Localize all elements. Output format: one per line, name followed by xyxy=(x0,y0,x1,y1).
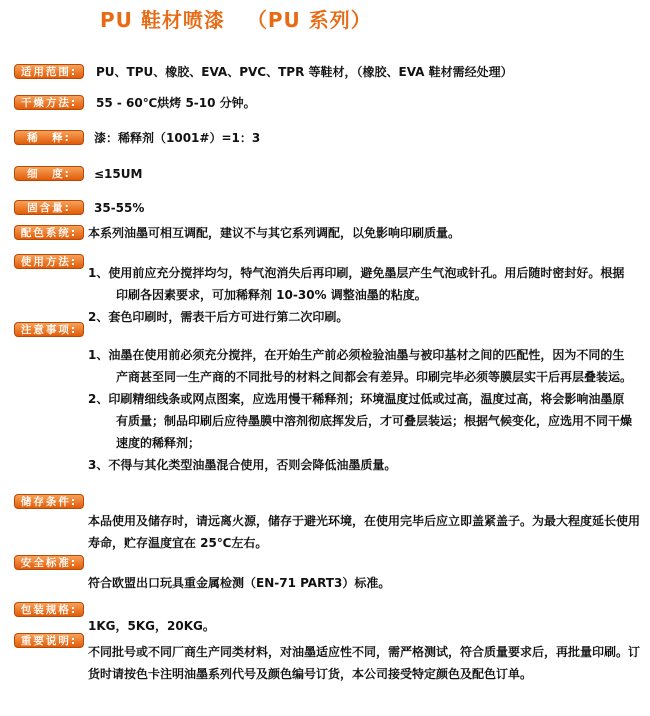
method-label: 使用方法: xyxy=(14,254,84,269)
drying-value: 55 - 60℃烘烤 5-10 分钟。 xyxy=(96,96,256,110)
safety-value: 符合欧盟出口玩具重金属检测（EN-71 PART3）标准。 xyxy=(88,576,391,590)
important-label: 重要说明: xyxy=(14,633,84,648)
storage-label: 储存条件: xyxy=(14,494,84,509)
notes-item: 2、印刷精细线条或网点图案，应选用慢干稀释剂；环境温度过低或过高，温度过高，将会影响油墨原有质量；制品印刷后应待墨膜中溶剂彻底挥发后，才可叠层装运；根据气候变化，应选用不同干燥速度的稀释剂； xyxy=(88,392,633,450)
fineness-label: 细 度: xyxy=(14,166,84,181)
title-suffix: （PU 系列） xyxy=(246,8,372,32)
method-item: 2、套色印刷时，需表干后方可进行第二次印刷。 xyxy=(88,310,349,324)
packaging-label: 包装规格: xyxy=(14,602,84,617)
storage-value: 本品使用及储存时，请远离火源，储存于避光环境，在使用完毕后应立即盖紧盖子。为最大程度延长使用寿命，贮存温度宜在 25℃左右。 xyxy=(88,514,641,550)
packaging-value: 1KG，5KG，20KG。 xyxy=(88,619,215,633)
notes-item: 1、油墨在使用前必须充分搅拌，在开始生产前必须检验油墨与被印基材之间的匹配性，因为不同的生产商甚至同一生产商的不同批号的材料之间都会有差异。印刷完毕必须等膜层实干后再层叠装运。 xyxy=(88,348,633,384)
solids-label: 固含量: xyxy=(14,200,84,215)
dilution-label: 稀 释: xyxy=(14,130,84,145)
page-title xyxy=(100,4,372,33)
dilution-value: 漆：稀释剂（1001#）=1：3 xyxy=(94,131,261,145)
mixing-value: 本系列油墨可相互调配，建议不与其它系列调配，以免影响印刷质量。 xyxy=(88,226,461,240)
usage-value: PU、TPU、橡胶、EVA、PVC、TPR 等鞋材，（橡胶、EVA 鞋材需经处理） xyxy=(96,65,513,79)
mixing-label: 配色系统: xyxy=(14,225,84,240)
drying-label: 干燥方法: xyxy=(14,95,84,110)
usage-label: 适用范围: xyxy=(14,64,84,79)
safety-label: 安全标准: xyxy=(14,555,84,570)
solids-value: 35-55% xyxy=(94,201,145,215)
method-item: 1、使用前应充分搅拌均匀，特气泡消失后再印刷，避免墨层产生气泡或针孔。用后随时密封好。根据印刷各因素要求，可加稀释剂 10-30% 调整油墨的粘度。 xyxy=(88,266,625,302)
fineness-value: ≤15UM xyxy=(94,167,143,181)
notes-item: 3、不得与其化类型油墨混合使用，否则会降低油墨质量。 xyxy=(88,458,397,472)
title-main: PU 鞋材喷漆 xyxy=(100,8,225,32)
method-body xyxy=(88,262,636,328)
notes-body xyxy=(88,344,636,476)
important-value: 不同批号或不同厂商生产同类材料，对油墨适应性不同，需严格测试，符合质量要求后，再批量印刷。订货时请按色卡注明油墨系列代号及颜色编号订货，本公司接受特定颜色及配色订单。 xyxy=(88,645,641,681)
notes-label: 注意事项: xyxy=(14,322,84,337)
